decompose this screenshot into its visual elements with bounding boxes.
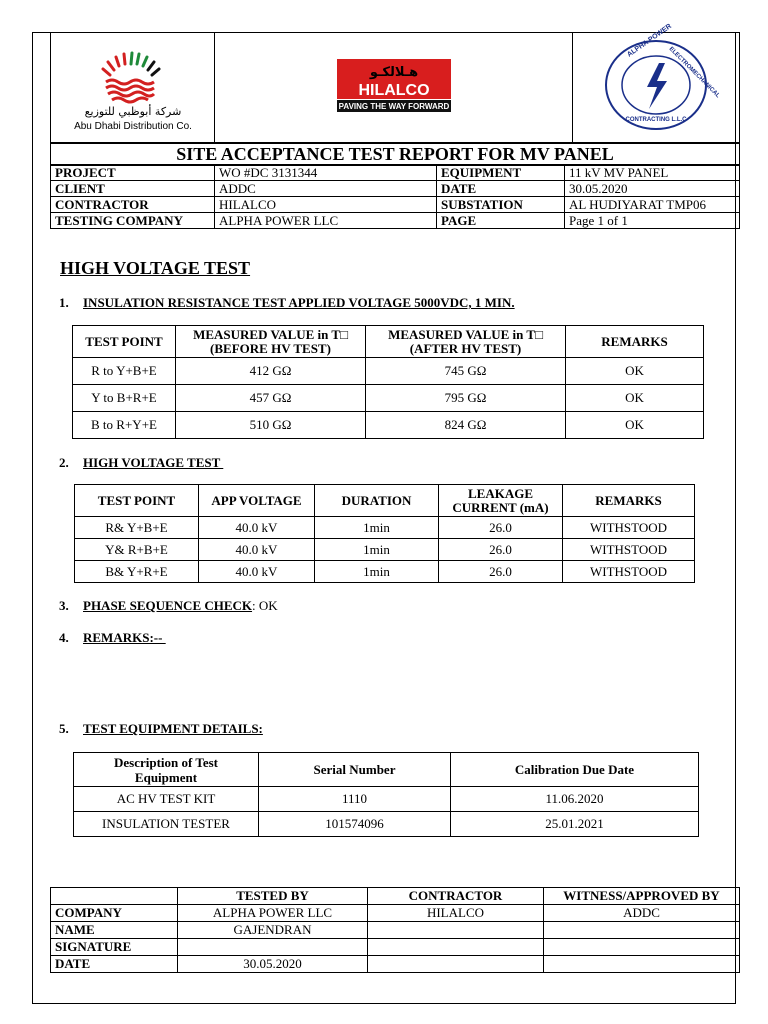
table-header: Description of Test Equipment	[74, 753, 259, 787]
table-cell: 1110	[259, 787, 451, 812]
table-cell: NAME	[51, 922, 178, 939]
table-row	[51, 939, 740, 956]
addc-english-text: Abu Dhabi Distribution Co.	[73, 121, 192, 132]
item-2: 2. HIGH VOLTAGE TEST	[59, 455, 224, 470]
table-cell: OK	[566, 412, 704, 439]
info-value: 11 kV MV PANEL	[565, 165, 740, 181]
table-cell: B& Y+R+E	[75, 561, 199, 583]
table-cell: 26.0	[439, 517, 563, 539]
hilalco-name-text: HILALCO	[357, 82, 430, 99]
table-cell: INSULATION TESTER	[74, 812, 259, 837]
table-row	[73, 412, 704, 439]
table-cell: 1min	[315, 539, 439, 561]
table-cell: AC HV TEST KIT	[74, 787, 259, 812]
table-row	[73, 385, 704, 412]
table-row	[75, 517, 695, 539]
table-cell: OK	[566, 358, 704, 385]
table-header: Calibration Due Date	[451, 753, 699, 787]
table-cell: WITHSTOOD	[563, 561, 695, 583]
report-title-table	[50, 143, 740, 166]
alpha-right-text: ELECTROMECHANICAL	[667, 46, 721, 100]
table-cell: OK	[566, 385, 704, 412]
table-header: MEASURED VALUE in T□ (BEFORE HV TEST)	[176, 326, 366, 358]
table-row	[73, 358, 704, 385]
info-value: Page 1 of 1	[565, 213, 740, 229]
info-value: 30.05.2020	[565, 181, 740, 197]
table-cell: 412 GΩ	[176, 358, 366, 385]
table-cell	[544, 939, 740, 956]
section-heading: HIGH VOLTAGE TEST	[60, 258, 251, 278]
item-1: 1. INSULATION RESISTANCE TEST APPLIED VOLTAGE 5000VDC, 1 MIN.	[59, 295, 515, 310]
info-label: DATE	[437, 181, 565, 197]
alpha-bottom-text: CONTRACTING L.L.C	[625, 117, 687, 123]
signature-table	[50, 887, 740, 973]
addc-logo	[58, 36, 208, 134]
item-3-text: PHASE SEQUENCE CHECK	[83, 598, 253, 613]
table-cell: R& Y+B+E	[75, 517, 199, 539]
high-voltage-table	[74, 484, 695, 583]
hilalco-logo	[329, 53, 459, 117]
info-row	[51, 197, 740, 213]
table-cell	[368, 922, 544, 939]
table-cell	[178, 939, 368, 956]
table-row	[51, 956, 740, 973]
table-header: LEAKAGE CURRENT (mA)	[439, 485, 563, 517]
table-cell: WITHSTOOD	[563, 539, 695, 561]
table-cell: 40.0 kV	[199, 561, 315, 583]
table-cell: SIGNATURE	[51, 939, 178, 956]
table-cell	[368, 956, 544, 973]
addc-arabic-text: شركة أبوظبي للتوزيع	[84, 105, 181, 118]
table-header	[51, 888, 178, 905]
table-cell: B to R+Y+E	[73, 412, 176, 439]
alpha-top-text: ALPHA POWER	[626, 22, 673, 59]
info-value: ADDC	[215, 181, 437, 197]
report-title: SITE ACCEPTANCE TEST REPORT FOR MV PANEL	[51, 144, 740, 166]
table-header: WITNESS/APPROVED BY	[544, 888, 740, 905]
addc-logo-cell	[51, 33, 215, 143]
info-row	[51, 213, 740, 229]
table-header: DURATION	[315, 485, 439, 517]
item-2-text: HIGH VOLTAGE TEST	[83, 455, 224, 470]
table-cell: 101574096	[259, 812, 451, 837]
table-cell: 795 GΩ	[366, 385, 566, 412]
info-value: AL HUDIYARAT TMP06	[565, 197, 740, 213]
item-4-text: REMARKS:--	[83, 630, 166, 645]
info-value: HILALCO	[215, 197, 437, 213]
hilalco-tagline-text: PAVING THE WAY FORWARD	[338, 102, 449, 111]
info-label: SUBSTATION	[437, 197, 565, 213]
table-cell	[368, 939, 544, 956]
table-cell: 40.0 kV	[199, 517, 315, 539]
table-header: MEASURED VALUE in T□ (AFTER HV TEST)	[366, 326, 566, 358]
table-cell: DATE	[51, 956, 178, 973]
info-row	[51, 165, 740, 181]
table-cell	[544, 922, 740, 939]
table-cell: COMPANY	[51, 905, 178, 922]
table-cell: 26.0	[439, 539, 563, 561]
report-info-table	[50, 164, 740, 229]
table-cell: ADDC	[544, 905, 740, 922]
table-header: REMARKS	[563, 485, 695, 517]
table-cell: Y to B+R+E	[73, 385, 176, 412]
table-cell: 510 GΩ	[176, 412, 366, 439]
info-label: CLIENT	[51, 181, 215, 197]
item-4: 4. REMARKS:--	[59, 630, 166, 645]
table-cell: 824 GΩ	[366, 412, 566, 439]
table-cell: WITHSTOOD	[563, 517, 695, 539]
item-5-text: TEST EQUIPMENT DETAILS:	[83, 721, 263, 736]
table-cell	[544, 956, 740, 973]
item-3: 3. PHASE SEQUENCE CHECK: OK	[59, 598, 278, 613]
table-row	[74, 787, 699, 812]
table-header: TEST POINT	[75, 485, 199, 517]
table-cell: 26.0	[439, 561, 563, 583]
table-row	[51, 922, 740, 939]
table-row	[51, 905, 740, 922]
table-cell: 30.05.2020	[178, 956, 368, 973]
table-cell: 11.06.2020	[451, 787, 699, 812]
alpha-power-logo	[601, 22, 721, 135]
table-header: APP VOLTAGE	[199, 485, 315, 517]
info-label: EQUIPMENT	[437, 165, 565, 181]
table-header: REMARKS	[566, 326, 704, 358]
table-header: CONTRACTOR	[368, 888, 544, 905]
hilalco-logo-cell	[215, 33, 573, 143]
hilalco-arabic-text: هـلالكـو	[369, 65, 418, 80]
table-header: TESTED BY	[178, 888, 368, 905]
table-cell: R to Y+B+E	[73, 358, 176, 385]
table-cell: HILALCO	[368, 905, 544, 922]
info-label: CONTRACTOR	[51, 197, 215, 213]
item-3-value: : OK	[252, 598, 278, 613]
alpha-power-logo-cell	[573, 22, 740, 143]
info-label: PAGE	[437, 213, 565, 229]
lightning-icon	[647, 63, 667, 109]
info-value: WO #DC 3131344	[215, 165, 437, 181]
table-cell: 1min	[315, 517, 439, 539]
table-cell: 25.01.2021	[451, 812, 699, 837]
info-row	[51, 181, 740, 197]
info-label: TESTING COMPANY	[51, 213, 215, 229]
item-1-text: INSULATION RESISTANCE TEST APPLIED VOLTAGE 5000VDC, 1 MIN.	[83, 295, 515, 310]
table-cell: 1min	[315, 561, 439, 583]
table-cell: ALPHA POWER LLC	[178, 905, 368, 922]
info-value: ALPHA POWER LLC	[215, 213, 437, 229]
info-label: PROJECT	[51, 165, 215, 181]
table-header: Serial Number	[259, 753, 451, 787]
item-5: 5. TEST EQUIPMENT DETAILS:	[59, 721, 263, 736]
table-cell: GAJENDRAN	[178, 922, 368, 939]
logo-header	[50, 22, 740, 143]
table-header: TEST POINT	[73, 326, 176, 358]
table-cell: 745 GΩ	[366, 358, 566, 385]
test-equipment-table	[73, 752, 699, 837]
table-row	[75, 561, 695, 583]
table-row	[75, 539, 695, 561]
table-cell: 457 GΩ	[176, 385, 366, 412]
table-cell: Y& R+B+E	[75, 539, 199, 561]
table-cell: 40.0 kV	[199, 539, 315, 561]
table-row	[74, 812, 699, 837]
insulation-resistance-table	[72, 325, 704, 439]
